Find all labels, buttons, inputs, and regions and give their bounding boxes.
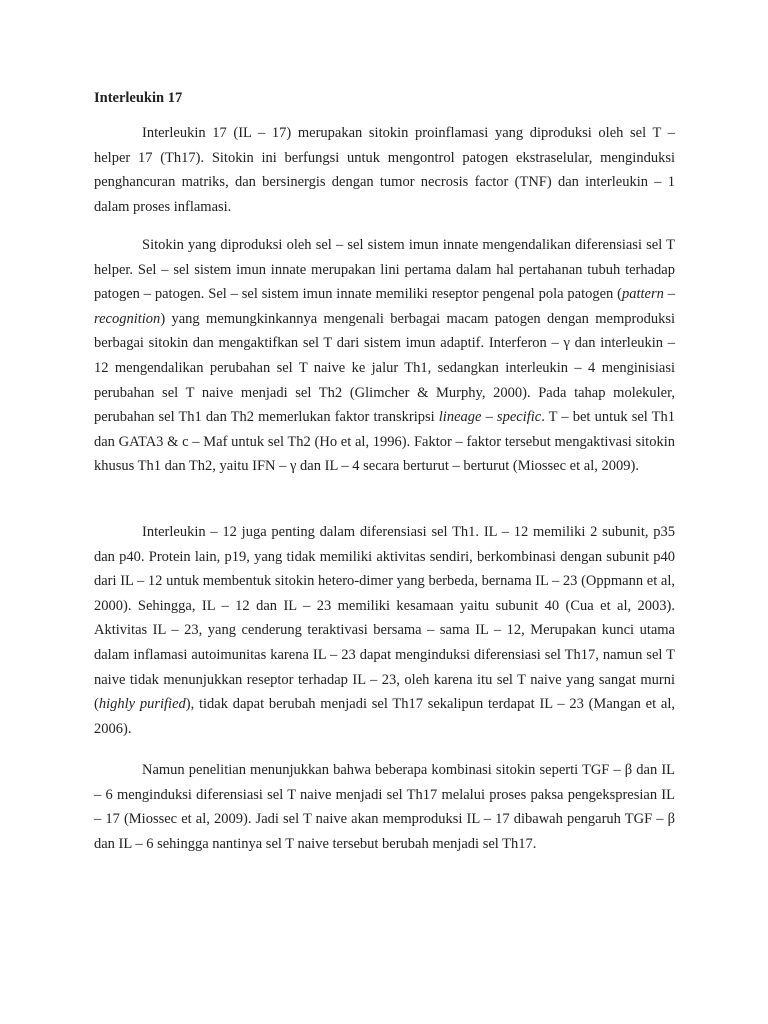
italic-term: pattern – recognition <box>94 286 675 327</box>
paragraph-text: Interleukin 17 (IL – 17) merupakan sitokin proinflamasi yang diproduksi oleh sel T – helper 17 (Th17). Sitokin ini berfungsi untuk mengontrol patogen ekstraselular, menginduksi penghancuran matriks, dan bersinergis dengan tumor necrosis factor (TNF) dan interleukin – 1 dalam proses inflamasi. <box>94 125 675 215</box>
italic-term: lineage – specific <box>438 409 542 426</box>
paragraph <box>94 758 675 856</box>
paragraph <box>94 233 675 479</box>
paragraph-text: Sitokin yang diproduksi oleh sel – sel sistem imun innate mengendalikan diferensiasi sel T helper. Sel – sel sistem imun innate merupakan lini pertama dalam hal pertahanan tubuh terhadap patogen – patogen. Sel – sel sistem imun innate memiliki reseptor pengenal pola patogen ( <box>94 237 675 303</box>
paragraph-text: ), tidak dapat berubah menjadi sel Th17 sekalipun terdapat IL – 23 (Mangan et al, 2006). <box>94 696 675 737</box>
paragraph-text: . T – bet untuk sel Th1 dan GATA3 & c – Maf untuk sel Th2 (Ho et al, 1996). Faktor – faktor tersebut mengaktivasi sitokin khusus Th1 dan Th2, yaitu IFN – γ dan IL – 4 secara berturut – berturut (Miossec et al, 2009). <box>94 409 676 475</box>
paragraph-text: ) yang memungkinkannya mengenali berbagai macam patogen dengan memproduksi berbagai sitokin dan mengaktifkan sel T dari sistem imun adaptif. Interferon – γ dan interleukin – 12 mengendalikan perubahan sel T naive ke jalur Th1, sedangkan interleukin – 4 menginisiasi perubahan sel T naive menjadi sel Th2 (Glimcher & Murphy, 2000). Pada tahap molekuler, perubahan sel Th1 dan Th2 memerlukan faktor transkripsi <box>94 310 675 426</box>
paragraph <box>94 520 675 741</box>
document-title: Interleukin 17 <box>94 90 183 106</box>
paragraph-text: Namun penelitian menunjukkan bahwa beberapa kombinasi sitokin seperti TGF – β dan IL – 6 menginduksi diferensiasi sel T naive menjadi sel Th17 melalui proses paksa pengekspresian IL – 17 (Miossec et al, 2009). Jadi sel T naive akan memproduksi IL – 17 dibawah pengaruh TGF – β dan IL – 6 sehingga nantinya sel T naive tersebut berubah menjadi sel Th17. <box>94 762 675 852</box>
paragraph <box>94 121 675 219</box>
italic-term: highly purified <box>98 696 186 713</box>
paragraph-text: Interleukin – 12 juga penting dalam diferensiasi sel Th1. IL – 12 memiliki 2 subunit, p35 dan p40. Protein lain, p19, yang tidak memiliki aktivitas sendiri, berkombinasi dengan subunit p40 dari IL – 12 untuk membentuk sitokin hetero-dimer yang berbeda, bernama IL – 23 (Oppmann et al, 2000). Sehingga, IL – 12 dan IL – 23 memiliki kesamaan yaitu subunit 40 (Cua et al, 2003). Aktivitas IL – 23, yang cenderung teraktivasi bersama – sama IL – 12, Merupakan kunci utama dalam inflamasi autoimunitas karena IL – 23 dapat menginduksi diferensiasi sel Th17, namun sel T naive tidak menunjukkan reseptor terhadap IL – 23, oleh karena itu sel T naive yang sangat murni ( <box>94 524 675 713</box>
